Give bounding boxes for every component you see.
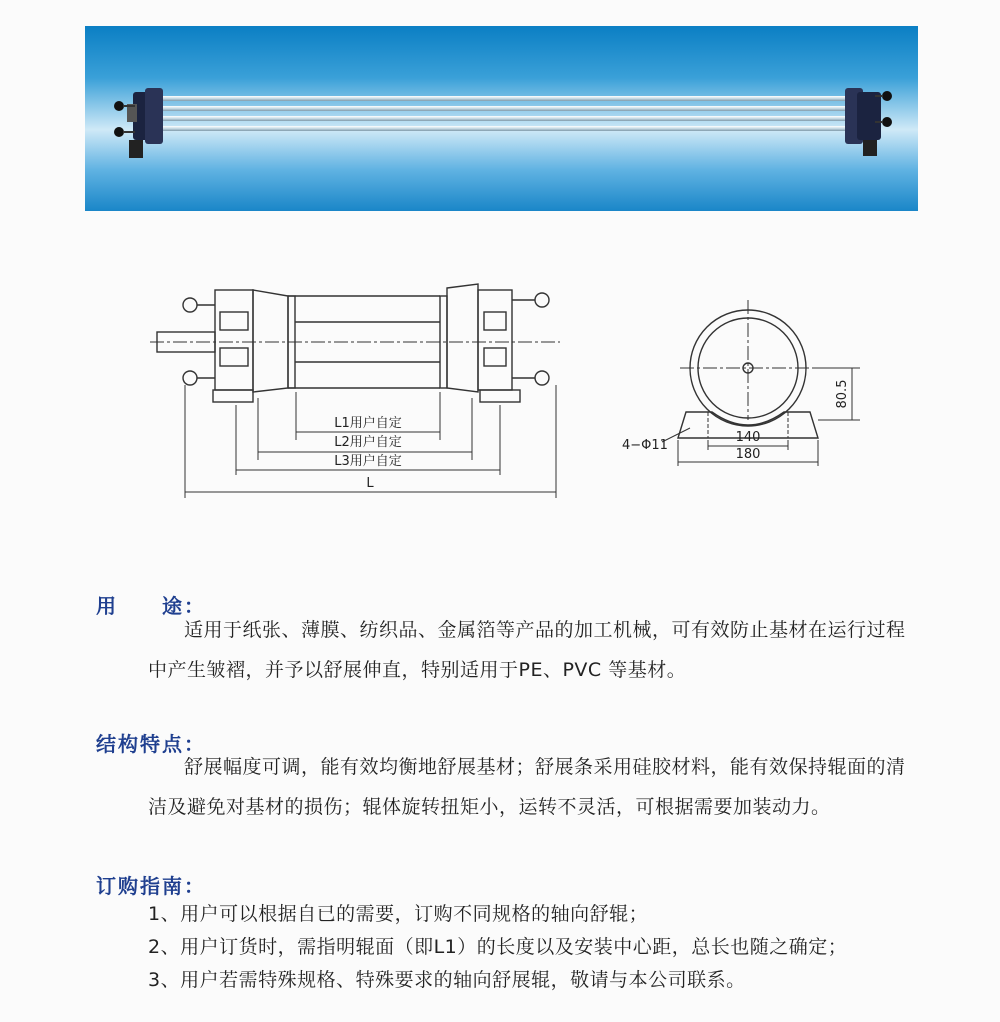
dim-height-label: 80.5 bbox=[835, 379, 850, 409]
dim-180-label: 180 bbox=[735, 447, 761, 462]
dim-140-label: 140 bbox=[735, 430, 761, 445]
technical-drawing bbox=[0, 260, 1000, 530]
features-title: 结构特点： bbox=[96, 732, 206, 756]
usage-text: 适用于纸张、薄膜、纺织品、金属箔等产品的加工机械，可有效防止基材在运行过程中产生皱褶，并予以舒展伸直，特别适用于PE、PVC 等基材。 bbox=[148, 619, 906, 681]
right-end-assembly bbox=[845, 88, 892, 156]
usage-title: 用 途： bbox=[96, 594, 206, 618]
dim-l-label: L bbox=[366, 476, 374, 491]
features-text: 舒展幅度可调，能有效均衡地舒展基材；舒展条采用硅胶材料，能有效保持辊面的清洁及避免对基材的损伤；辊体旋转扭矩小，运转不灵活，可根据需要加装动力。 bbox=[148, 756, 906, 818]
side-view bbox=[662, 300, 860, 466]
roller-illustration bbox=[85, 26, 918, 211]
ordering-title: 订购指南： bbox=[96, 874, 206, 898]
dim-l2-label: L2用户自定 bbox=[334, 435, 402, 450]
left-end-assembly bbox=[114, 88, 163, 158]
dim-l1-label: L1用户自定 bbox=[334, 416, 402, 431]
ordering-item: 2、用户订货时，需指明辊面（即L1）的长度以及安装中心距，总长也随之确定； bbox=[148, 936, 848, 958]
ordering-item: 1、用户可以根据自已的需要，订购不同规格的轴向舒辊； bbox=[148, 903, 649, 925]
hole-spec-label: 4−Φ11 bbox=[622, 438, 668, 453]
dim-l3-label: L3用户自定 bbox=[334, 454, 402, 469]
ordering-item: 3、用户若需特殊规格、特殊要求的轴向舒展辊，敬请与本公司联系。 bbox=[148, 969, 746, 991]
product-photo bbox=[85, 26, 918, 211]
ordering-list bbox=[148, 898, 928, 997]
